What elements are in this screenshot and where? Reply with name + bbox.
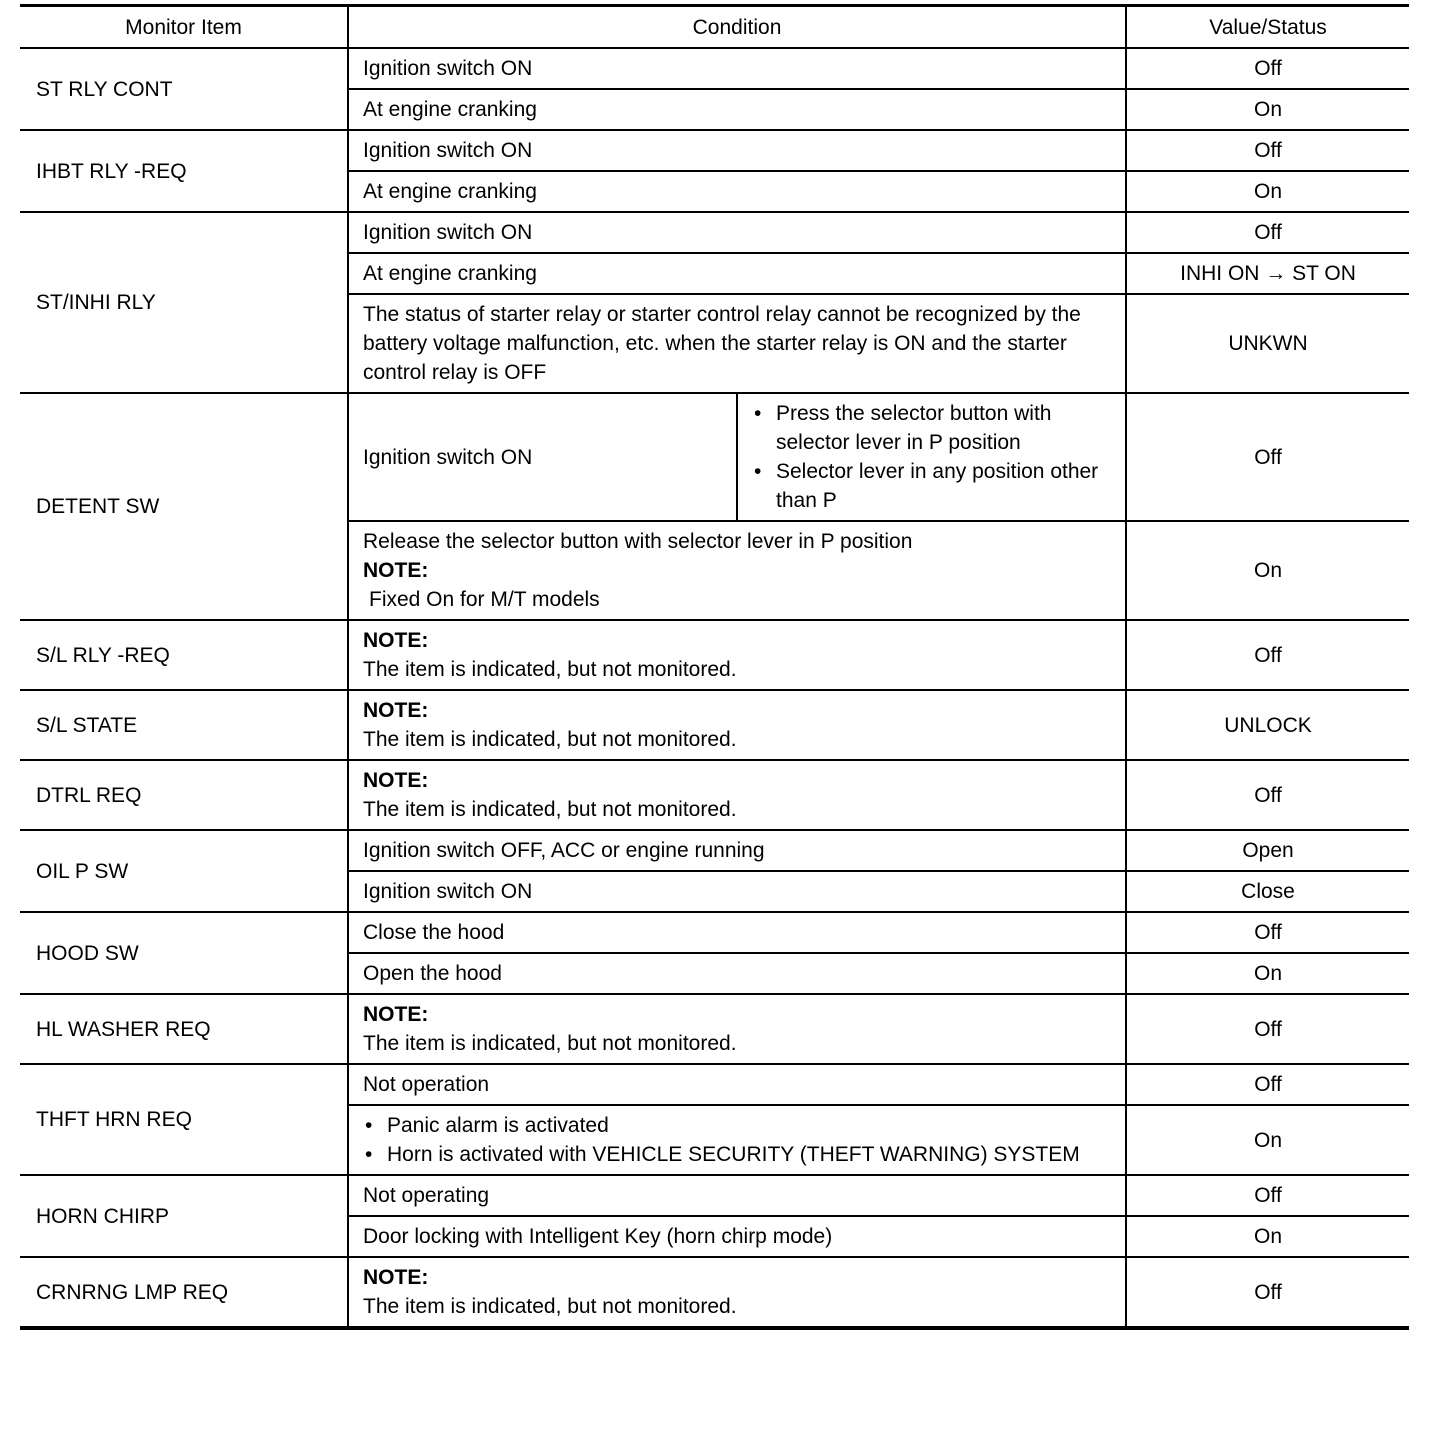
table-row [20, 620, 1409, 690]
note-label: NOTE: [363, 769, 429, 792]
monitor-item-name: HL WASHER REQ [20, 994, 348, 1064]
value-cell: On [1126, 89, 1409, 130]
condition-text: Release the selector button with selector lever in P position [363, 530, 913, 553]
table-row [20, 912, 1409, 953]
value-cell: Off [1126, 1175, 1409, 1216]
condition-cell [348, 620, 1126, 690]
value-cell: On [1126, 521, 1409, 620]
list-item: • Press the selector button with selector lever in P position [752, 399, 1111, 457]
bullet-list [363, 1111, 1111, 1169]
condition-cell: At engine cranking [348, 253, 1126, 294]
table-row [20, 393, 1409, 521]
condition-cell [348, 760, 1126, 830]
note-label: NOTE: [363, 1266, 429, 1289]
table-row [20, 48, 1409, 89]
note-label: NOTE: [363, 1003, 429, 1026]
value-cell: INHI ON → ST ON [1126, 253, 1409, 294]
table-row [20, 1175, 1409, 1216]
note-label: NOTE: [363, 699, 429, 722]
header-row [20, 6, 1409, 49]
monitor-table [20, 4, 1409, 1330]
table-row [20, 1257, 1409, 1328]
note-text: The item is indicated, but not monitored. [363, 798, 737, 821]
value-cell: On [1126, 1105, 1409, 1175]
note-label: NOTE: [363, 559, 429, 582]
note-label: NOTE: [363, 629, 429, 652]
condition-cell: Ignition switch ON [348, 130, 1126, 171]
condition-cell: Not operation [348, 1064, 1126, 1105]
note-text: The item is indicated, but not monitored. [363, 728, 737, 751]
condition-cell: Ignition switch ON [348, 212, 1126, 253]
list-item: • Panic alarm is activated [363, 1111, 1111, 1140]
value-cell: Off [1126, 620, 1409, 690]
table-row [20, 1064, 1409, 1105]
table-row [20, 760, 1409, 830]
condition-cell: The status of starter relay or starter control relay cannot be recognized by the battery voltage malfunction, etc. when the starter relay is ON and the starter control relay is OFF [348, 294, 1126, 393]
list-item: • Selector lever in any position other than P [752, 457, 1111, 515]
table-row [20, 830, 1409, 871]
monitor-item-name: DTRL REQ [20, 760, 348, 830]
condition-cell [348, 994, 1126, 1064]
value-cell: UNLOCK [1126, 690, 1409, 760]
value-cell: Off [1126, 130, 1409, 171]
condition-cell: Ignition switch ON [348, 48, 1126, 89]
note-text: Fixed On for M/T models [369, 588, 600, 611]
value-cell: On [1126, 1216, 1409, 1257]
monitor-item-name: S/L STATE [20, 690, 348, 760]
note-text: The item is indicated, but not monitored. [363, 658, 737, 681]
condition-cell: Ignition switch ON [348, 871, 1126, 912]
value-cell: Off [1126, 1064, 1409, 1105]
monitor-item-name: ST/INHI RLY [20, 212, 348, 393]
table-row [20, 130, 1409, 171]
value-cell: On [1126, 171, 1409, 212]
note-text: The item is indicated, but not monitored. [363, 1295, 737, 1318]
condition-cell [348, 521, 1126, 620]
list-item: • Horn is activated with VEHICLE SECURITY (THEFT WARNING) SYSTEM [363, 1140, 1111, 1169]
condition-cell: Ignition switch OFF, ACC or engine running [348, 830, 1126, 871]
value-cell: Off [1126, 994, 1409, 1064]
value-cell: Close [1126, 871, 1409, 912]
note-text: The item is indicated, but not monitored. [363, 1032, 737, 1055]
condition-cell [348, 690, 1126, 760]
value-cell: Off [1126, 48, 1409, 89]
table-row [20, 690, 1409, 760]
condition-cell [348, 1257, 1126, 1328]
value-cell: Off [1126, 760, 1409, 830]
monitor-item-name: IHBT RLY -REQ [20, 130, 348, 212]
condition-cell: Door locking with Intelligent Key (horn chirp mode) [348, 1216, 1126, 1257]
monitor-item-name: HOOD SW [20, 912, 348, 994]
condition-cell: At engine cranking [348, 171, 1126, 212]
table-row [20, 994, 1409, 1064]
condition-cell: At engine cranking [348, 89, 1126, 130]
value-cell: Off [1126, 212, 1409, 253]
monitor-item-name: ST RLY CONT [20, 48, 348, 130]
condition-cell: Open the hood [348, 953, 1126, 994]
condition-cell: Close the hood [348, 912, 1126, 953]
monitor-item-name: DETENT SW [20, 393, 348, 620]
monitor-item-name: THFT HRN REQ [20, 1064, 348, 1175]
header-value-status: Value/Status [1126, 6, 1409, 49]
condition-cell: Not operating [348, 1175, 1126, 1216]
value-cell: Off [1126, 1257, 1409, 1328]
value-cell: Open [1126, 830, 1409, 871]
monitor-item-name: HORN CHIRP [20, 1175, 348, 1257]
condition-cell [348, 1105, 1126, 1175]
value-cell: Off [1126, 393, 1409, 521]
value-cell: UNKWN [1126, 294, 1409, 393]
header-condition: Condition [348, 6, 1126, 49]
monitor-item-name: CRNRNG LMP REQ [20, 1257, 348, 1328]
table-row [20, 212, 1409, 253]
value-cell: Off [1126, 912, 1409, 953]
monitor-item-name: S/L RLY -REQ [20, 620, 348, 690]
bullet-list [752, 399, 1111, 515]
monitor-item-name: OIL P SW [20, 830, 348, 912]
header-monitor-item: Monitor Item [20, 6, 348, 49]
sub-condition-cell [737, 393, 1126, 521]
condition-cell: Ignition switch ON [348, 393, 737, 521]
value-cell: On [1126, 953, 1409, 994]
